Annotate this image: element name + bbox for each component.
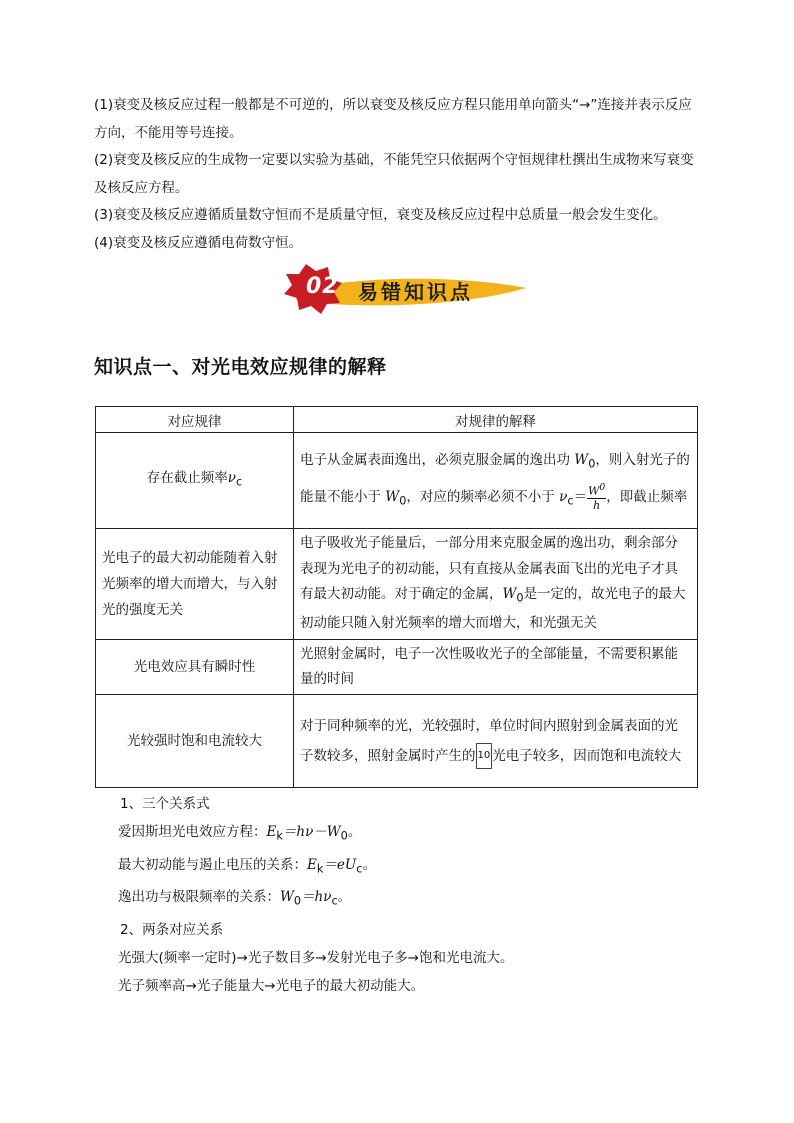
correspondence-2: 光子频率高→光子能量大→光电子的最大初动能大。 bbox=[118, 978, 425, 995]
law-subscript: c bbox=[236, 475, 243, 489]
fraction-denominator: h bbox=[593, 498, 601, 512]
equals-sign: ＝ bbox=[573, 488, 588, 505]
relation-subscript: k bbox=[276, 829, 283, 843]
exp-subscript: 0 bbox=[588, 457, 596, 471]
notes-block bbox=[94, 92, 704, 257]
fraction-numerator bbox=[587, 481, 606, 499]
explanation-cell: 光照射金属时，电子一次性吸收光子的全部能量，不需要积累能量的时间 bbox=[294, 640, 698, 695]
exp-text: 对于同种频率的光，光较强时，单位时间内照射到金属表面的光子数较多，照射金属时产生的 bbox=[300, 718, 678, 764]
law-cell: 光较强时饱和电流较大 bbox=[96, 695, 294, 788]
explanation-cell bbox=[294, 695, 698, 788]
relation-subscript: 0 bbox=[293, 895, 302, 909]
explanation-cell bbox=[294, 529, 698, 640]
exp-text: ，则入射光子的能量不能小于 bbox=[300, 451, 690, 505]
relation-subscript: c bbox=[356, 862, 363, 876]
law-cell: 光电效应具有瞬时性 bbox=[96, 640, 294, 695]
numerator-superscript: 0 bbox=[599, 482, 606, 494]
relation-work-function bbox=[118, 883, 513, 916]
exp-symbol: ν bbox=[559, 488, 568, 505]
relation-label: 最大初动能与遏止电压的关系： bbox=[118, 856, 307, 873]
exp-text: 电子吸收光子能量后，一部分用来克服金属的逸出功，剩余部分表现为光电子的初动能，只有直接从金属表面飞出的光电子才具有最大初动能。对于确定的金属， bbox=[300, 535, 678, 603]
relation-expression: ＝hν bbox=[301, 889, 332, 906]
relation-subscript: 0 bbox=[340, 829, 348, 843]
exp-subscript: 0 bbox=[399, 494, 407, 508]
exp-text: 光电子较多，因而饱和电流较大 bbox=[492, 748, 682, 764]
exp-text: ，对应的频率必须不小于 bbox=[406, 488, 560, 505]
numerator-symbol: W bbox=[588, 484, 600, 498]
relations-heading-1: 1、三个关系式 bbox=[120, 796, 210, 812]
law-text: 存在截止频率 bbox=[146, 470, 228, 487]
table-header-row bbox=[96, 407, 698, 433]
relation-stopping-voltage bbox=[118, 851, 513, 884]
relation-subscript: k bbox=[316, 862, 324, 876]
relation-symbol: W bbox=[280, 889, 294, 906]
relation-end: 。 bbox=[337, 889, 352, 906]
relation-einstein bbox=[118, 818, 513, 851]
exp-symbol: W bbox=[574, 451, 589, 468]
relation-symbol: E bbox=[266, 824, 277, 840]
exp-symbol: W bbox=[385, 488, 400, 505]
relations-heading-2: 2、两条对应关系 bbox=[120, 922, 224, 939]
relation-subscript: c bbox=[331, 895, 338, 909]
relation-expression: ＝eU bbox=[323, 856, 357, 873]
fraction bbox=[587, 481, 606, 512]
header-explanation: 对规律的解释 bbox=[294, 407, 698, 433]
note-1: (1)衰变及核反应过程一般都是不可逆的，所以衰变及核反应方程只能用单向箭头“→”连接并表示反应方向，不能用等号连接。 bbox=[94, 97, 692, 141]
boxed-marker: 10 bbox=[476, 743, 493, 769]
exp-text: 是一定的，故光电子的最大初动能只随入射光频率的增大而增大，和光强无关 bbox=[300, 586, 686, 632]
banner-title: 易错知识点 bbox=[358, 280, 473, 304]
relation-expression: ＝hν－W bbox=[282, 824, 341, 840]
table-row bbox=[96, 695, 698, 788]
law-cell bbox=[96, 433, 294, 529]
law-symbol: ν bbox=[227, 470, 237, 487]
table-row bbox=[96, 529, 698, 640]
relation-symbol: E bbox=[307, 856, 317, 873]
relation-end: 。 bbox=[362, 856, 376, 873]
knowledge-table bbox=[95, 406, 698, 788]
exp-text: 电子从金属表面逸出，必须克服金属的逸出功 bbox=[300, 451, 575, 468]
relation-end: 。 bbox=[347, 824, 362, 840]
note-4: (4)衰变及核反应遵循电荷数守恒。 bbox=[94, 234, 303, 251]
correspondence-1: 光强大(频率一定时)→光子数目多→发射光电子多→饱和光电流大。 bbox=[118, 950, 514, 967]
relation-label: 爱因斯坦光电效应方程： bbox=[118, 824, 267, 840]
header-law: 对应规律 bbox=[96, 407, 294, 433]
table-row bbox=[96, 433, 698, 529]
explanation-cell bbox=[294, 433, 698, 529]
exp-text: ，即截止频率 bbox=[606, 488, 688, 505]
exp-subscript: c bbox=[567, 494, 574, 508]
note-2: (2)衰变及核反应的生成物一定要以实验为基础，不能凭空只依据两个守恒规律杜撰出生成物来写衰变及核反应方程。 bbox=[94, 152, 694, 196]
exp-subscript: 0 bbox=[516, 591, 524, 605]
relation-label: 逸出功与极限频率的关系： bbox=[118, 889, 280, 906]
table-row bbox=[96, 640, 698, 695]
law-cell: 光电子的最大初动能随着入射光频率的增大而增大，与入射光的强度无关 bbox=[96, 529, 294, 640]
note-3: (3)衰变及核反应遵循质量数守恒而不是质量守恒，衰变及核反应过程中总质量一般会发生变化。 bbox=[94, 207, 667, 223]
banner-number: 02 bbox=[306, 274, 339, 299]
relations-block bbox=[120, 790, 513, 1000]
exp-symbol: W bbox=[502, 586, 517, 603]
section-banner bbox=[276, 262, 528, 314]
section-title: 知识点一、对光电效应规律的解释 bbox=[94, 356, 387, 378]
